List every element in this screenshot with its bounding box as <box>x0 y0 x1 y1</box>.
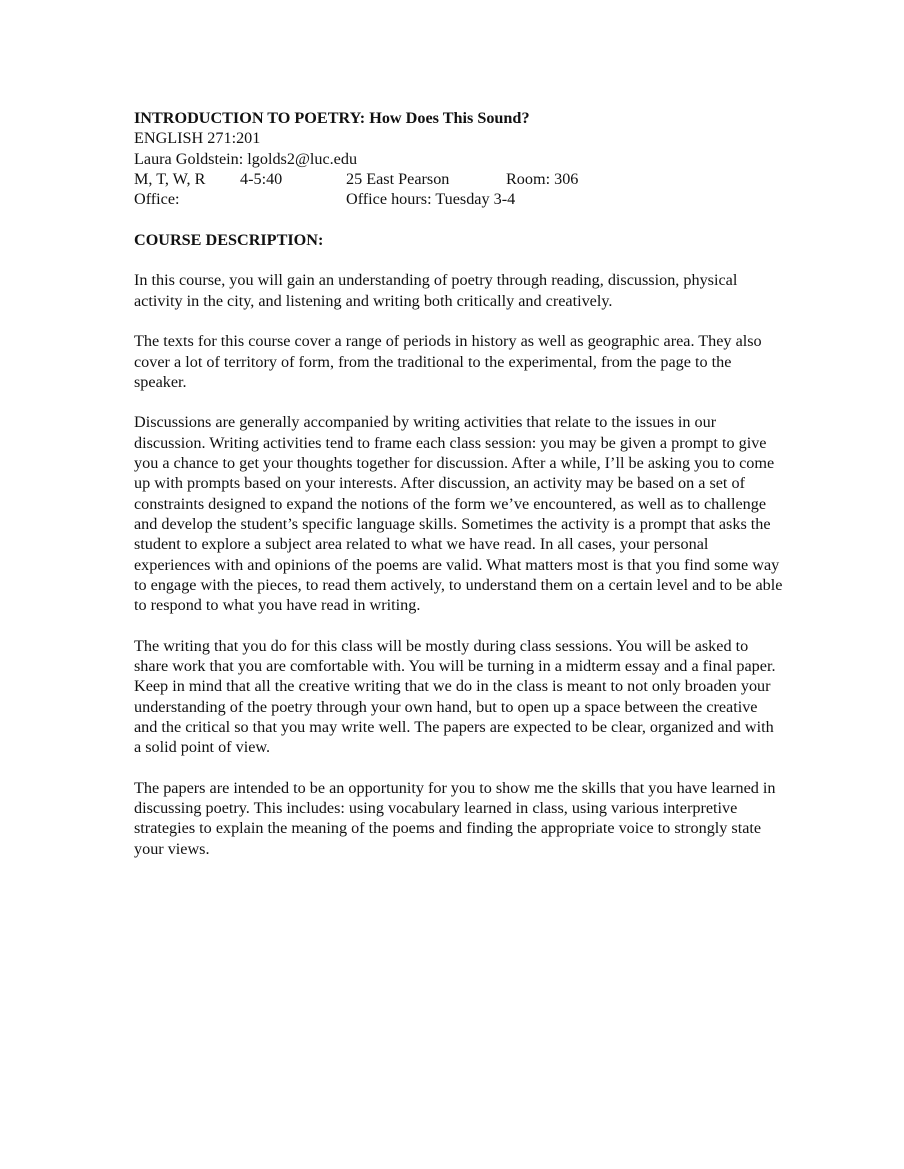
class-room: Room: 306 <box>506 169 579 188</box>
office-label: Office: <box>134 190 180 209</box>
schedule-row <box>134 169 784 189</box>
description-paragraph-5: The papers are intended to be an opportunity for you to show me the skills that you have learned in discussing poetry. This includes: using vocabulary learned in class, using various interpretive strategies to explain the meaning of the poems and finding the appropriate voice to strongly state your views. <box>134 778 776 858</box>
course-description-heading: COURSE DESCRIPTION: <box>134 230 324 249</box>
office-hours: Office hours: Tuesday 3-4 <box>346 190 516 209</box>
description-paragraph-3: Discussions are generally accompanied by writing activities that relate to the issues in our discussion. Writing activities tend to frame each class session: you may be given a prompt to give you a chance to get your thoughts together for discussion. After a while, I’ll be asking you to come up with prompts based on your interests. After discussion, an activity may be based on a set of constraints designed to expand the notions of the form we’ve encountered, as well as to challenge and develop the student’s specific language skills. Sometimes the activity is a prompt that asks the student to explore a subject area related to what we have read. In all cases, your personal experiences with and opinions of the poems are valid. What matters most is that you find some way to engage with the pieces, to read them actively, to understand them on a certain level and to be able to respond to what you have read in writing. <box>134 413 783 615</box>
description-paragraph-1: In this course, you will gain an understanding of poetry through reading, discussion, physical activity in the city, and listening and writing both critically and creatively. <box>134 271 738 310</box>
course-title: INTRODUCTION TO POETRY: How Does This Sound? <box>134 109 530 127</box>
class-location: 25 East Pearson <box>346 169 450 188</box>
office-row <box>134 189 784 209</box>
course-code: ENGLISH 271:201 <box>134 129 261 148</box>
description-paragraph-4: The writing that you do for this class will be mostly during class sessions. You will be asked to share work that you are comfortable with. You will be turning in a midterm essay and a final paper. Keep in mind that all the creative writing that we do in the class is meant to not only broaden your understanding of the poetry through your own hand, but to open up a space between the creative and the critical so that you may write well. The papers are expected to be clear, organized and with a solid point of view. <box>134 636 776 757</box>
class-time: 4-5:40 <box>240 169 283 188</box>
syllabus-page <box>134 108 784 859</box>
instructor-contact: Laura Goldstein: lgolds2@luc.edu <box>134 149 358 168</box>
class-days: M, T, W, R <box>134 169 206 188</box>
description-paragraph-2: The texts for this course cover a range of periods in history as well as geographic area. They also cover a lot of territory of form, from the traditional to the experimental, from the page to the speaker. <box>134 332 762 391</box>
